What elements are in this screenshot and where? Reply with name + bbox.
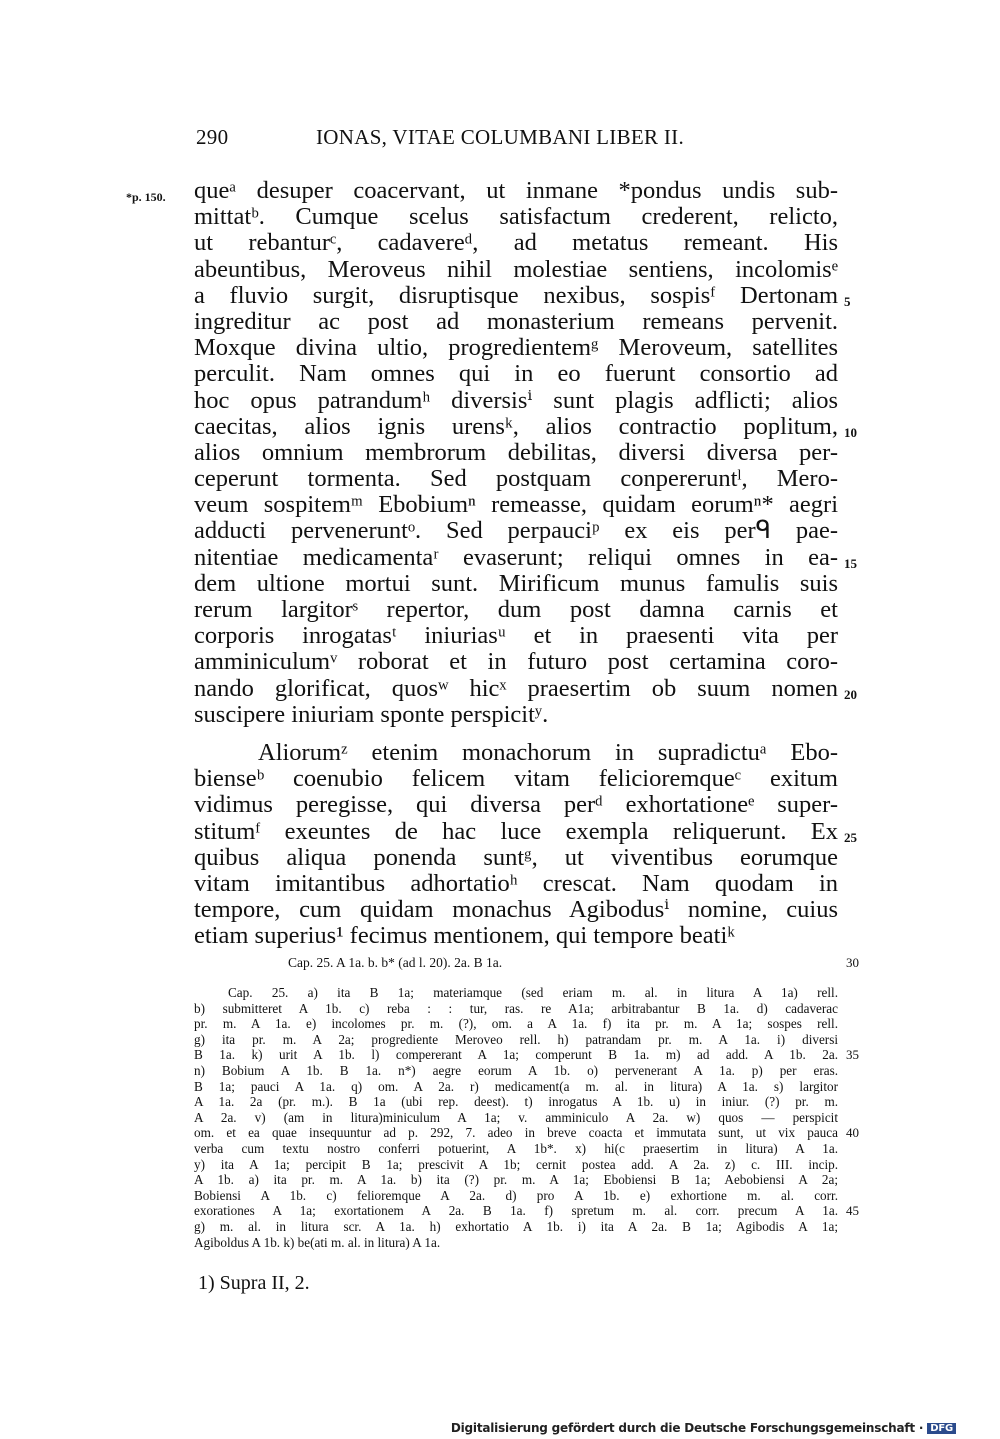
apparatus-line <box>194 985 838 1001</box>
apparatus-line-number: 45 <box>846 1203 859 1219</box>
apparatus-text: pr. m. A 1a. e) incolomes pr. m. (?), om. a A 1a. f) ita pr. m. A 1a; sospes rell. <box>194 1016 838 1032</box>
apparatus-text: Agiboldus A 1b. k) be(ati m. al. in litura) A 1a. <box>194 1234 441 1250</box>
apparatus-line <box>194 1001 838 1017</box>
apparatus-line <box>194 1235 838 1251</box>
apparatus-line <box>194 1079 838 1095</box>
apparatus-line <box>194 1157 838 1173</box>
line-number: 10 <box>844 424 857 440</box>
text-line: ut rebanturᶜ, cadavereᵈ, ad metatus remeant. His <box>194 229 838 257</box>
apparatus-line <box>194 1016 838 1032</box>
apparatus-text: g) ita pr. m. A 2a; progrediente Meroveo rell. h) patrandam pr. m. A 1a. i) diversi <box>194 1031 838 1047</box>
apparatus-line <box>194 1094 838 1110</box>
text-line: a fluvio surgit, disruptisque nexibus, sospisᶠ Dertonam <box>194 281 838 309</box>
apparatus-line <box>194 1203 859 1219</box>
text-line: ingreditur ac post ad monasterium remeans pervenit. <box>194 307 838 335</box>
apparatus-line <box>194 1125 859 1141</box>
page-number: 290 <box>196 125 229 149</box>
apparatus-text: B 1a; pauci A 1a. q) om. A 2a. r) medicament(a m. al. in litura) A 1a. s) largitor <box>194 1078 838 1094</box>
apparatus-line <box>194 1047 859 1063</box>
text-line: rerum largitorˢ repertor, dum post damna carnis et <box>194 596 838 623</box>
text-line: corporis inrogatasᵗ iniuriasᵘ et in praesenti vita per <box>194 622 838 650</box>
text-line: ceperunt tormenta. Sed postquam conpereruntˡ, Mero- <box>194 465 838 493</box>
apparatus-line <box>194 1032 838 1048</box>
text-line: caecitas, alios ignis urensᵏ, alios contractio poplitum, <box>194 412 838 440</box>
text-line: Moxque divina ultio, progredientemᵍ Meroveum, satellites <box>194 334 838 362</box>
line-number: 5 <box>844 293 851 309</box>
text-line: suscipere iniuriam sponte perspicitʸ. <box>194 700 549 728</box>
apparatus-text: y) ita A 1a; percipit B 1a; prescivit A 1b; cernit postea add. A 2a. z) c. III. incip. <box>194 1156 838 1172</box>
text-line: alios omnium membrorum debilitas, diversi diversa per- <box>194 438 838 466</box>
margin-page-reference: *p. 150. <box>126 190 166 204</box>
text-line: perculit. Nam omnes qui in eo fuerunt consortio ad <box>194 360 838 388</box>
apparatus-text: om. et ea quae insequuntur ad p. 292, 7. adeo in breve coacta et immutata sunt, ut vix pauca <box>194 1125 838 1141</box>
text-line: bienseᵇ coenubio felicem vitam felicioremqueᶜ exitum <box>194 765 838 793</box>
text-line: queᵃ desuper coacervant, ut inmane *pondus undis sub- <box>194 177 838 204</box>
text-line: etiam superius¹ fecimus mentionem, qui tempore beatiᵏ <box>194 922 735 950</box>
apparatus-text: Bobiensi A 1b. c) felioremque A 2a. d) pro A 1b. e) exhortione m. al. corr. <box>194 1187 838 1203</box>
apparatus-text: n) Bobium A 1b. B 1a. n*) aegre eorum A 1b. o) pervenerant A 1a. p) per eras. <box>194 1062 838 1078</box>
text-line: quibus aliqua ponenda suntᵍ, ut viventibus eorumque <box>194 843 838 871</box>
apparatus-line <box>194 1063 838 1079</box>
apparatus-line <box>194 1172 838 1188</box>
text-line: stitumᶠ exeuntes de hac luce exempla reliquerunt. Ex <box>194 817 838 845</box>
paragraph <box>194 738 857 950</box>
running-title: IONAS, VITAE COLUMBANI LIBER II. <box>316 125 685 149</box>
apparatus-text: A 2a. v) (am in litura)miniculum A 1a; v. amminiculo A 2a. w) quos — perspicit <box>194 1109 838 1125</box>
dfg-logo: DFG <box>927 1423 956 1434</box>
digitization-credit <box>451 1421 956 1435</box>
apparatus-text: exorationes A 1a; exortationem A 2a. B 1a. f) spretum m. al. corr. precum A 1a. <box>194 1203 838 1219</box>
apparatus-line <box>194 1219 838 1235</box>
text-line: dem ultione mortui sunt. Mirificum munus famulis suis <box>194 569 838 597</box>
apparatus-text: verba cum textu nostro conferri potuerint, A 1b*. x) hi(c praesertim in litura) A 1a. <box>194 1140 838 1156</box>
text-line: abeuntibus, Meroveus nihil molestiae sentiens, incolomisᵉ <box>194 255 838 283</box>
apparatus-text: Cap. 25. a) ita B 1a; materiamque (sed eriam m. al. in litura A 1a) rell. <box>228 985 838 1000</box>
footnote: 1) Supra II, 2. <box>198 1272 310 1294</box>
line-number: 15 <box>844 555 857 571</box>
apparatus-text: b) submitteret A 1b. c) reba : : tur, ras. re A1a; arbitrabantur B 1a. d) cadaverac <box>194 1000 838 1016</box>
apparatus-caption: Cap. 25. A 1a. b. b* (ad l. 20). 2a. B 1a. <box>288 955 503 970</box>
text-line: mittatᵇ. Cumque scelus satisfactum crederent, relicto, <box>194 203 838 231</box>
apparatus-line <box>194 1110 838 1126</box>
line-number: 25 <box>844 829 857 845</box>
apparatus-line-number: 30 <box>846 955 859 970</box>
apparatus-text: B 1a. k) urit A 1b. l) compererant A 1a; comperunt B 1a. m) ad add. A 1b. 2a. <box>194 1047 838 1063</box>
apparatus-line <box>194 1188 838 1204</box>
text-line: nando glorificat, quosʷ hicˣ praesertim ob suum nomen <box>194 674 838 702</box>
text-line: nitentiae medicamentaʳ evaserunt; reliqui omnes in ea- <box>194 543 838 571</box>
critical-apparatus <box>194 985 859 1250</box>
apparatus-text: g) m. al. in litura scr. A 1a. h) exhortatio A 1b. i) ita A 2a. B 1a; Agibodis A 1a; <box>194 1218 838 1234</box>
line-number: 20 <box>844 686 857 702</box>
text-line: Aliorumᶻ etenim monachorum in supradictuᵃ Ebo- <box>258 738 838 766</box>
text-line: veum sospitemᵐ Ebobiumⁿ remeasse, quidam eorumⁿ* aegri <box>194 491 838 519</box>
credit-text: Digitalisierung gefördert durch die Deutsche Forschungsgemeinschaft · <box>450 1421 924 1435</box>
apparatus-line <box>194 1141 838 1157</box>
apparatus-line-number: 35 <box>846 1047 859 1063</box>
apparatus-line-number: 40 <box>846 1125 859 1141</box>
apparatus-text: A 1a. 2a (pr. m.). B 1a (ubi rep. deest). t) inrogatus A 1b. u) in iniur. (?) pr. m. <box>194 1094 838 1110</box>
text-line: hoc opus patrandumʰ diversisⁱ sunt plagis adflicti; alios <box>194 386 838 414</box>
main-text <box>126 177 857 950</box>
text-line: vitam imitantibus adhortatioʰ crescat. Nam quodam in <box>194 869 838 897</box>
text-line: amminiculumᵛ roborat et in futuro post certamina coro- <box>194 648 838 676</box>
text-line: vidimus peregisse, qui diversa perᵈ exhortationeᵉ super- <box>194 791 838 819</box>
text-line: adducti perveneruntᵒ. Sed perpauciᵖ ex eis perᑫ pae- <box>194 517 838 545</box>
text-line: tempore, cum quidam monachus Agibodusⁱ nomine, cuius <box>194 896 838 924</box>
apparatus-text: A 1b. a) ita pr. m. A 1a. b) ita (?) pr. m. A 1a; Ebobiensi B 1a; Aebobiensi A 2a; <box>194 1172 838 1188</box>
